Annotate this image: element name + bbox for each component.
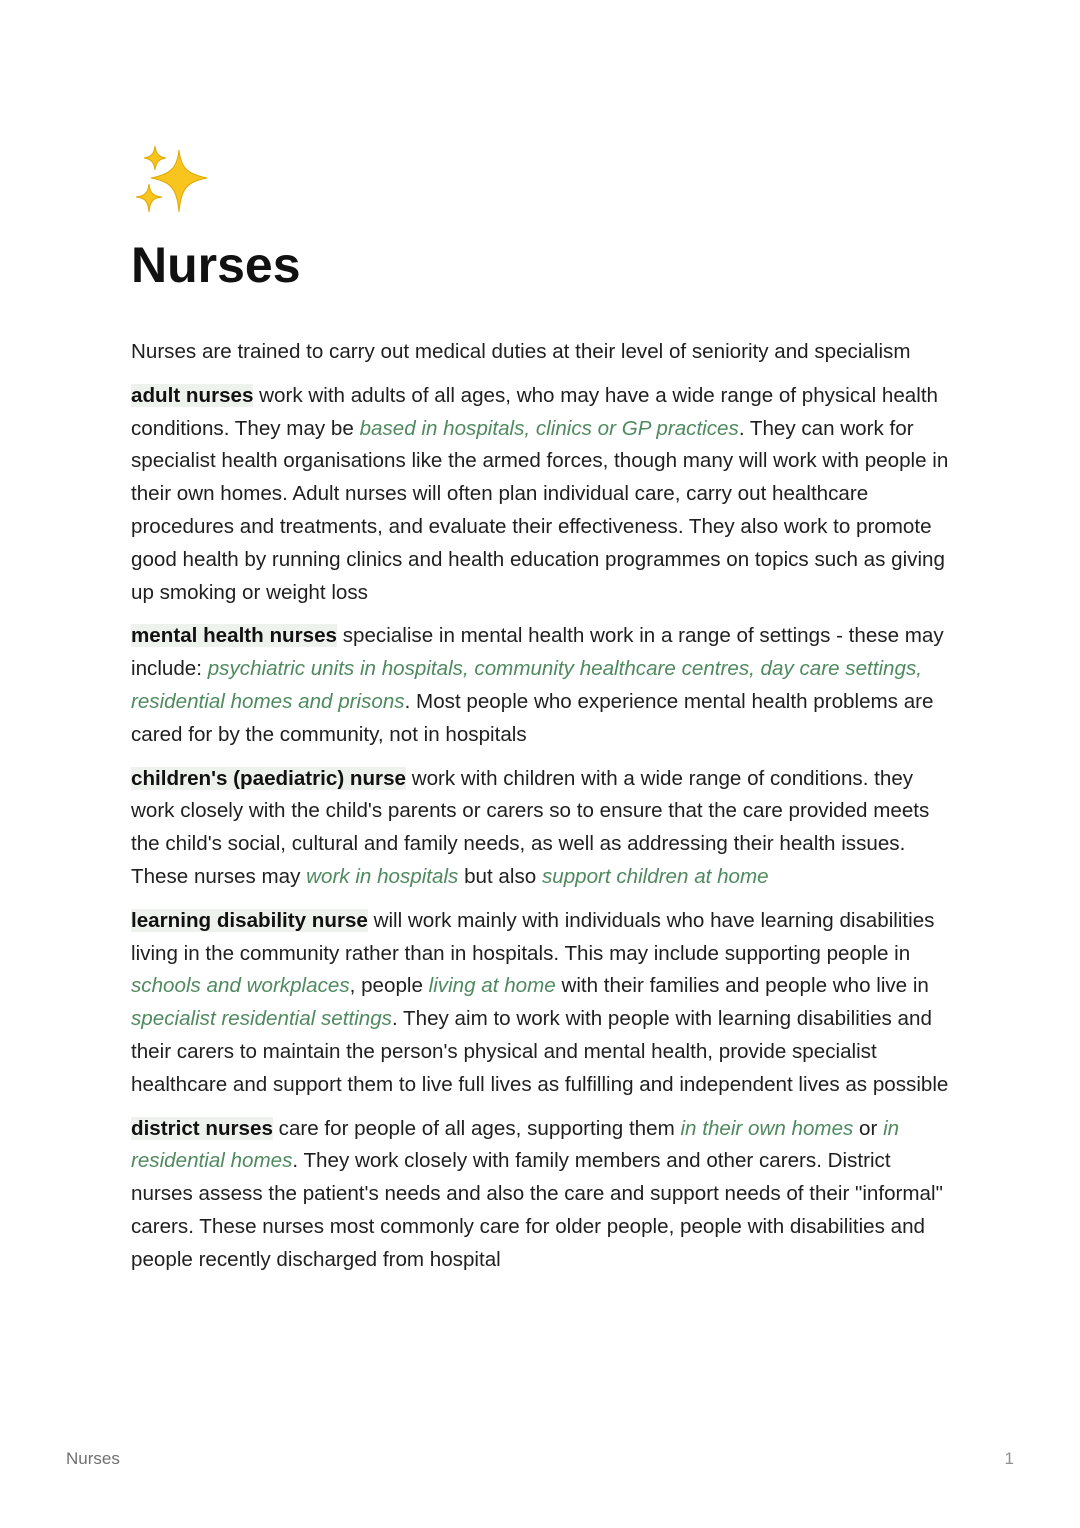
term-learning-disability-nurse: learning disability nurse: [131, 908, 368, 932]
term-adult-nurses: adult nurses: [131, 383, 254, 407]
term-mental-health-nurses: mental health nurses: [131, 624, 337, 648]
highlighted-phrase: in residential homes: [131, 1116, 900, 1173]
paragraph-adult-nurses: [131, 380, 953, 610]
paragraph-district-nurses: [131, 1113, 953, 1277]
highlighted-phrase: specialist residential settings: [131, 1007, 392, 1031]
paragraph-text: or: [853, 1116, 884, 1140]
paragraph-text: work with adults of all ages, who may have a wide range of physical health conditions. They may be: [131, 383, 938, 440]
paragraph-text: but also: [458, 864, 542, 888]
highlighted-phrase: support children at home: [541, 864, 769, 888]
paragraph-text: with their families and people who live in: [555, 974, 929, 998]
term-district-nurses: district nurses: [131, 1116, 273, 1140]
paragraph-text: specialise in mental health work in a range of settings - these may include:: [131, 624, 944, 681]
highlighted-phrase: schools and workplaces: [131, 974, 350, 998]
paragraph-text: care for people of all ages, supporting them: [272, 1116, 681, 1140]
term-childrens-nurse: children's (paediatric) nurse: [131, 766, 406, 790]
page-number: 1: [1004, 1449, 1014, 1468]
paragraph-learning-disability-nurse: [131, 905, 953, 1102]
highlighted-phrase: based in hospitals, clinics or GP practices: [359, 416, 739, 440]
highlighted-phrase: living at home: [428, 974, 556, 998]
footer-document-title: Nurses: [66, 1449, 120, 1468]
paragraph-text: . They aim to work with people with learning disabilities and their carers to maintain the person's physical and mental health, provide specialist healthcare and support them to live full lives as fulfilling and independent lives as possible: [131, 1007, 949, 1096]
paragraph-childrens-nurse: [131, 763, 953, 894]
paragraph-text: work with children with a wide range of conditions. they work closely with the child's parents or carers so to ensure that the care provided meets the child's social, cultural and family needs, as well as addressing their health issues. These nurses may: [131, 766, 930, 888]
paragraph-text: . They can work for specialist health organisations like the armed forces, though many will work with people in their own homes. Adult nurses will often plan individual care, carry out healthcare procedures and treatments, and evaluate their effectiveness. They also work to promote good health by running clinics and health education programmes on topics such as giving up smoking or weight loss: [131, 416, 949, 604]
intro-text: Nurses are trained to carry out medical duties at their level of seniority and specialism: [131, 340, 911, 363]
sparkles-icon: [131, 140, 211, 220]
paragraph-text: , people: [349, 974, 429, 998]
paragraph-mental-health-nurses: [131, 620, 953, 751]
paragraph-text: . Most people who experience mental health problems are cared for by the community, not in hospitals: [131, 689, 934, 746]
paragraph-text: will work mainly with individuals who have learning disabilities living in the community rather than in hospitals. This may include supporting people in: [131, 908, 935, 965]
paragraph-text: . They work closely with family members and other carers. District nurses assess the patient's needs and also the care and support needs of their "informal" carers. These nurses most commonly care for older people, people with disabilities and people recently discharged from hospital: [131, 1149, 943, 1271]
highlighted-phrase: psychiatric units in hospitals, community healthcare centres, day care settings, residential homes and prisons: [131, 657, 922, 713]
page-title: Nurses: [131, 237, 301, 293]
highlighted-phrase: work in hospitals: [306, 864, 459, 888]
intro-paragraph: [131, 336, 953, 369]
document-body: [131, 336, 953, 1288]
highlighted-phrase: in their own homes: [680, 1116, 854, 1140]
